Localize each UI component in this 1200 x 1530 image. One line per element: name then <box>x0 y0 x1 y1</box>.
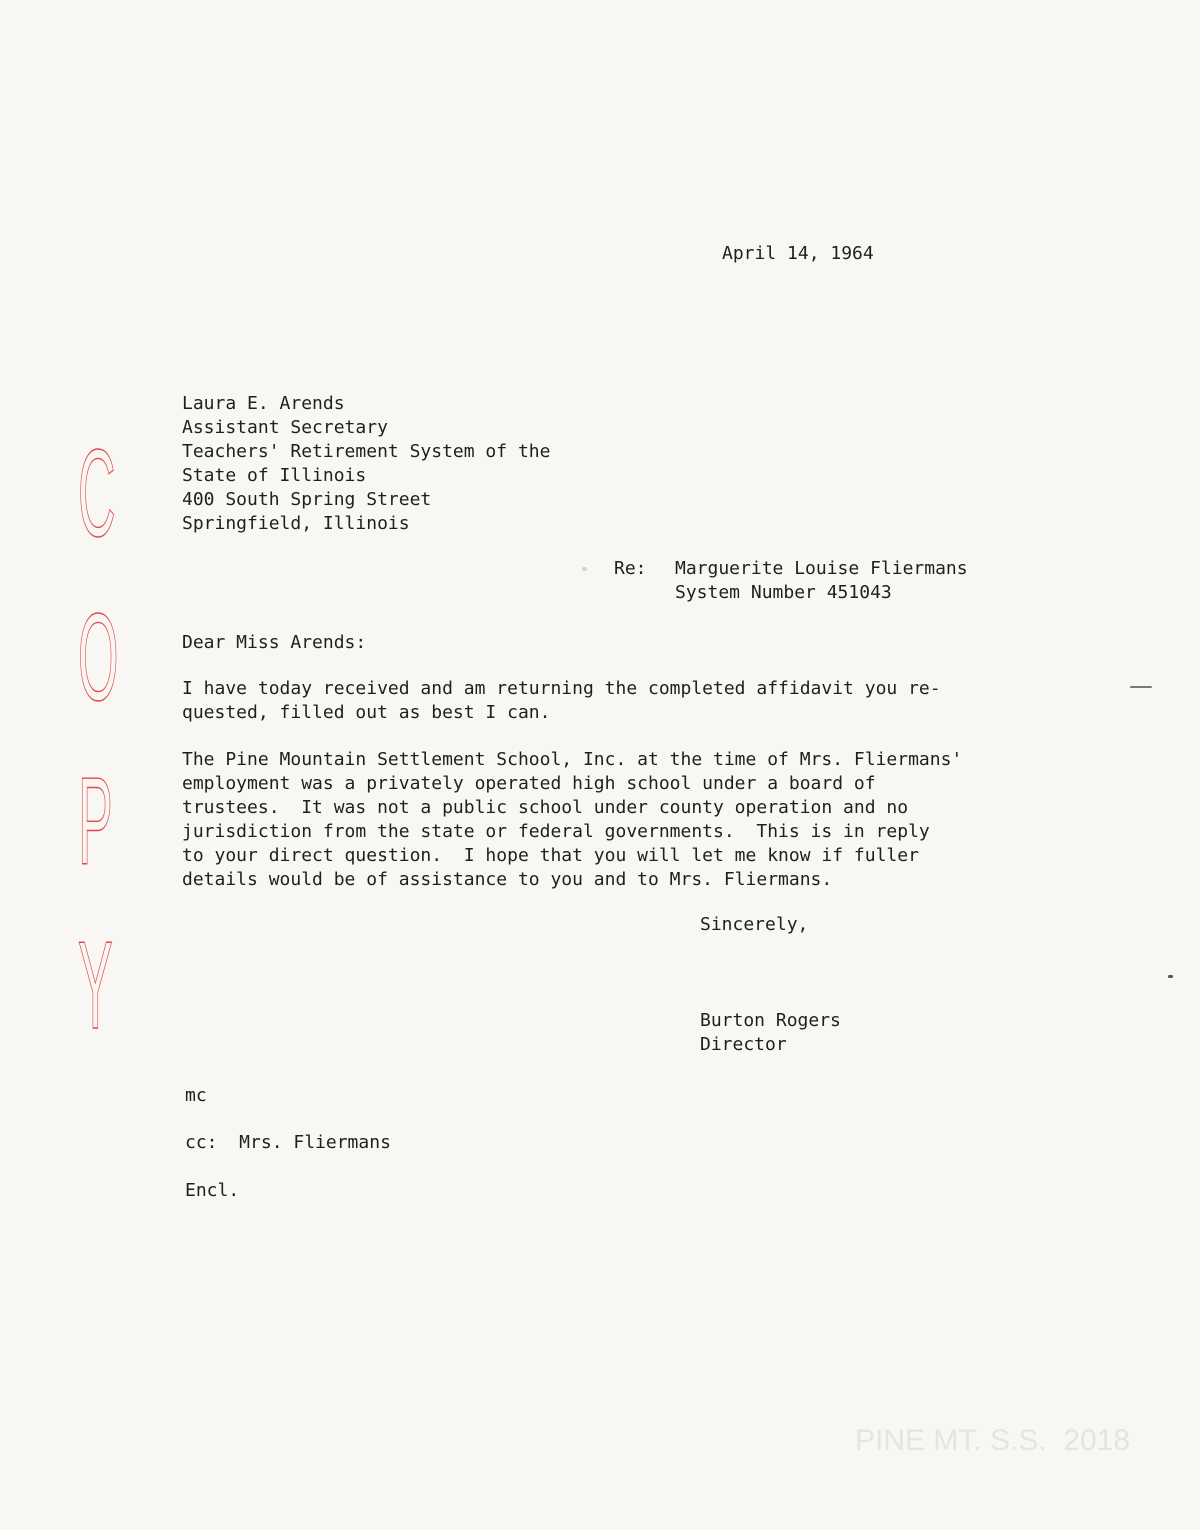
copy-stamp <box>78 412 136 1068</box>
copy-stamp-letter-p: P <box>78 753 113 891</box>
paragraph-line: I have today received and am returning the completed affidavit you re- <box>182 678 941 699</box>
archive-watermark: PINE MT. S.S. 2018 <box>855 1424 1131 1457</box>
recipient-street: 400 South Spring Street <box>182 489 432 510</box>
paragraph-line: details would be of assistance to you and to Mrs. Fliermans. <box>182 869 833 890</box>
scan-speck <box>1130 686 1152 688</box>
copy-stamp-letter-o: O <box>78 589 119 727</box>
re-system-number: System Number 451043 <box>675 582 892 603</box>
salutation: Dear Miss Arends: <box>182 632 367 653</box>
re-name: Marguerite Louise Fliermans <box>675 558 968 579</box>
recipient-title: Assistant Secretary <box>182 417 388 438</box>
paragraph-line: quested, filled out as best I can. <box>182 702 551 723</box>
cc-line: cc: Mrs. Fliermans <box>185 1132 391 1153</box>
copy-stamp-letter-y: Y <box>78 917 113 1055</box>
recipient-name: Laura E. Arends <box>182 393 345 414</box>
paragraph-line: to your direct question. I hope that you will let me know if fuller <box>182 845 919 866</box>
paragraph-line: trustees. It was not a public school under county operation and no <box>182 797 909 818</box>
recipient-org-line2: State of Illinois <box>182 465 367 486</box>
closing: Sincerely, <box>700 914 809 935</box>
scan-speck <box>1168 975 1173 978</box>
typist-initials: mc <box>185 1085 207 1106</box>
recipient-city: Springfield, Illinois <box>182 513 410 534</box>
scan-speck <box>582 567 587 571</box>
letter-date: April 14, 1964 <box>722 243 874 264</box>
signer-title: Director <box>700 1034 787 1055</box>
signer-name: Burton Rogers <box>700 1010 841 1031</box>
recipient-org-line1: Teachers' Retirement System of the <box>182 441 551 462</box>
re-label: Re: <box>614 558 647 579</box>
enclosure-line: Encl. <box>185 1180 240 1201</box>
copy-stamp-letter-c: C <box>78 425 116 563</box>
paragraph-line: employment was a privately operated high school under a board of <box>182 773 876 794</box>
paragraph-line: The Pine Mountain Settlement School, Inc. at the time of Mrs. Fliermans' <box>182 749 963 770</box>
paragraph-line: jurisdiction from the state or federal governments. This is in reply <box>182 821 930 842</box>
